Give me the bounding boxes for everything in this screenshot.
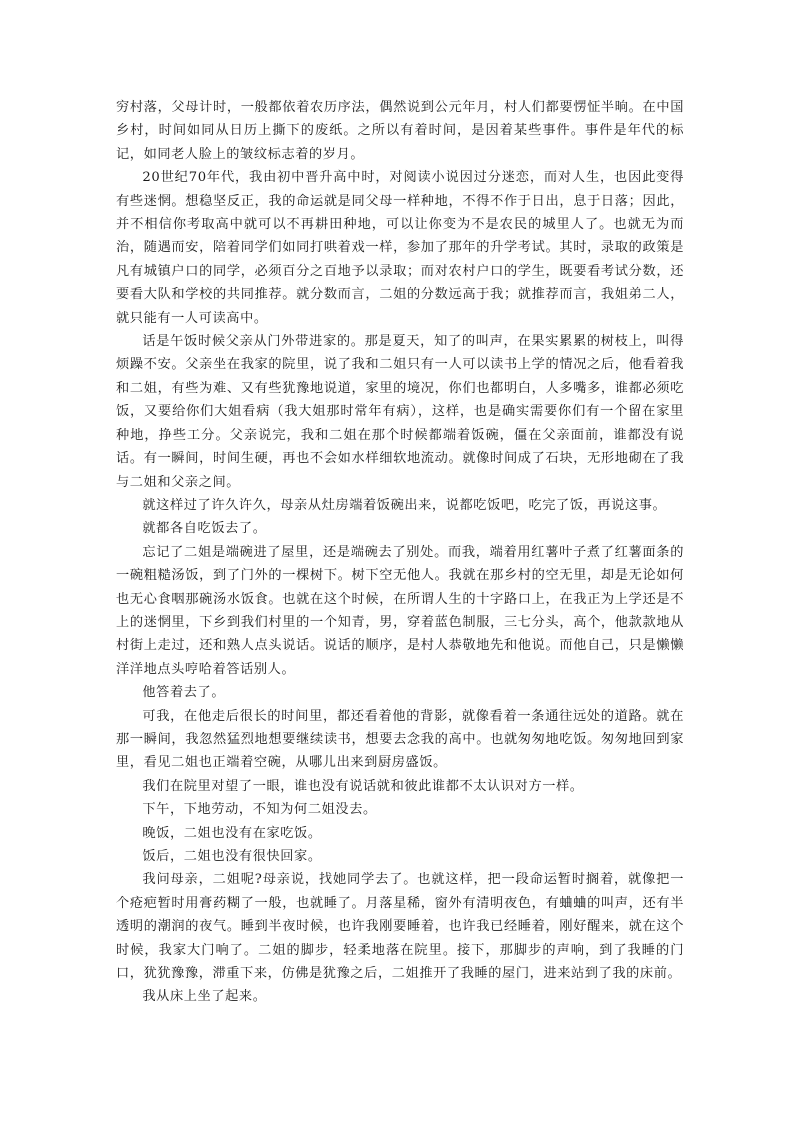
paragraph-8: 可我，在他走后很长的时间里，都还看着他的背影，就像看着一条通往远处的道路。就在那一瞬间，我忽然猛烈地想要继续读书，想要去念我的高中。也就匆匆地吃饭。匆匆地回到家里，看见二姐也正端着空碗，从哪儿出来到厨房盛饭。 [116,708,684,771]
paragraph-4: 就这样过了许久许久，母亲从灶房端着饭碗出来，说都吃饭吧，吃完了饭，再说这事。 [142,497,667,513]
paragraph-1: 穷村落，父母计时，一般都依着农历序法，偶然说到公元年月，村人们都要愣怔半晌。在中国乡村，时间如同从日历上撕下的废纸。之所以有着时间，是因着某些事件。事件是年代的标记，如同老人脸上的皱纹标志着的岁月。 [116,100,684,162]
paragraph-6: 忘记了二姐是端碗进了屋里，还是端碗去了别处。而我，端着用红薯叶子煮了红薯面条的一碗粗糙汤饭，到了门外的一棵树下。树下空无他人。我就在那乡村的空无里，却是无论如何也无心食咽那碗汤水饭食。也就在这个时候，在所谓人生的十字路口上，在我正为上学还是不上的迷惘里，下乡到我们村里的一个知青，男，穿着蓝色制服，三七分头，高个，他款款地从村街上走过，还和熟人点头说话。说话的顺序，是村人恭敬地先和他说。而他自己，只是懒懒洋洋地点头哼哈着答话别人。 [116,544,684,677]
paragraph-5: 就都各自吃饭去了。 [142,521,267,537]
paragraph-12: 饭后，二姐也没有很快回家。 [142,849,322,864]
paragraph-13: 我问母亲，二姐呢?母亲说，找她同学去了。也就这样，把一段命运暂时搁着，就像把一个疮疤暂时用膏药糊了一般，也就睡了。月落星稀，窗外有清明夜色，有蛐蛐的叫声，还有半透明的潮润的夜气。睡到半夜时候，也许我刚要睡着，也许我已经睡着，刚好醒来，就在这个时候，我家大门响了。二姐的脚步，轻柔地落在院里。接下，那脚步的声响，到了我睡的门口，犹犹豫豫，滞重下来，仿佛是犹豫之后，二姐推开了我睡的屋门，进来站到了我的床前。 [116,872,684,982]
paragraph-7: 他答着去了。 [142,685,226,701]
paragraph-9: 我们在院里对望了一眼，谁也没有说话就和彼此谁都不太认识对方一样。 [142,778,584,794]
paragraph-10: 下午，下地劳动，不知为何二姐没去。 [142,802,377,818]
paragraph-2: 20世纪70年代，我由初中晋升高中时，对阅读小说因过分迷恋，而对人生，也因此变得有些迷惘。想稳坚反正，我的命运就是同父母一样种地，不得不作于日出，息于日落；因此，并不相信你考取高中就可以不再耕田种地，可以让你变为不是农民的城里人了。也就无为而治，随遇而安，陪着同学们如同打哄着戏一样，参加了那年的升学考试。其时，录取的政策是凡有城镇户口的同学，必须百分之百地予以录取；而对农村户口的学生，既要看考试分数，还要看大队和学校的共同推荐。就分数而言，二姐的分数远高于我；就推荐而言，我姐弟二人，就只能有一人可读高中。 [116,170,684,326]
paragraph-14: 我从床上坐了起来。 [142,989,267,1005]
paragraph-11: 晚饭，二姐也没有在家吃饭。 [142,825,322,841]
paragraph-3: 话是午饭时候父亲从门外带进家的。那是夏天，知了的叫声，在果实累累的树枝上，叫得烦躁不安。父亲坐在我家的院里，说了我和二姐只有一人可以读书上学的情况之后，他看着我和二姐，有些为难、又有些犹豫地说道，家里的境况，你们也都明白，人多嘴多，谁都必须吃饭，又要给你们大姐看病（我大姐那时常年有病），这样，也是确实需要你们有一个留在家里种地，挣些工分。父亲说完，我和二姐在那个时候都端着饭碗，僵在父亲面前，谁都没有说话。有一瞬间，时间生硬，再也不会如水样细软地流动。就像时间成了石块，无形地砌在了我与二姐和父亲之间。 [116,334,684,490]
